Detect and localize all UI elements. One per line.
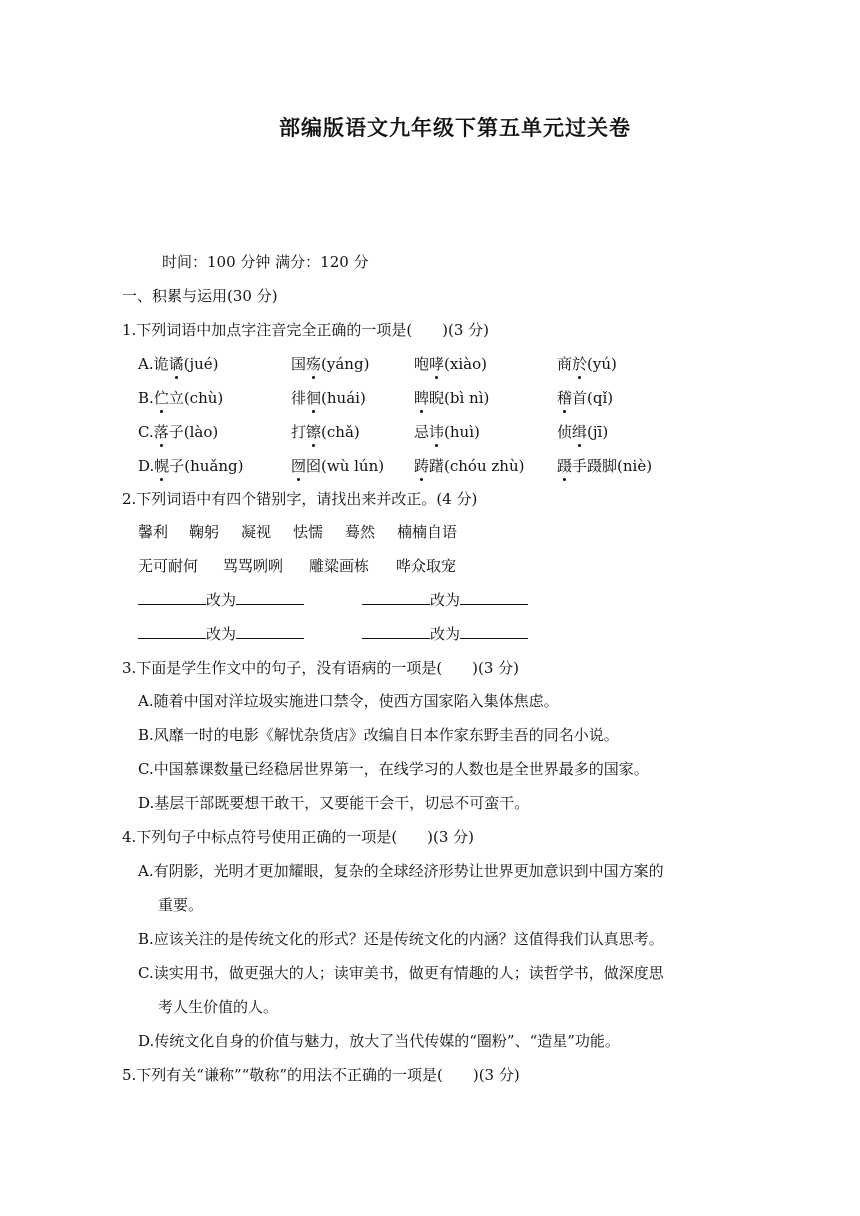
option-b: B.风靡一时的电影《解忧杂货店》改编自日本作家东野圭吾的同名小说。 <box>138 726 619 744</box>
option-d: D.传统文化自身的价值与魅力，放大了当代传媒的“圈粉”、“造星”功能。 <box>138 1032 620 1050</box>
option-item: 侦缉(jī) <box>557 423 609 441</box>
emphasis-dot-char: 伫 <box>153 389 169 407</box>
section-heading: 一、积累与运用(30 分) <box>122 287 278 305</box>
emphasis-dot-char: 缉 <box>572 423 588 441</box>
option-item: 徘徊(huái) <box>291 389 366 407</box>
correction-line: 改为 <box>138 624 304 644</box>
question-3-stem: 3.下面是学生作文中的句子，没有语病的一项是( )(3 分) <box>122 659 520 677</box>
word-item: 哗众取宠 <box>396 557 457 575</box>
option-item: 稽首(qǐ) <box>557 389 614 407</box>
option-item: 忌讳(huì) <box>414 423 480 441</box>
emphasis-dot-char: 蹑 <box>557 457 573 475</box>
option-c: C.读实用书，做更强大的人；读审美书，做更有情趣的人；读哲学书，做深度思 <box>138 964 664 982</box>
answer-blank[interactable] <box>236 624 304 639</box>
answer-blank[interactable] <box>460 590 528 605</box>
emphasis-dot-char: 落 <box>153 423 169 441</box>
option-item: 蹑手蹑脚(niè) <box>557 457 653 475</box>
question-4-stem: 4.下列句子中标点符号使用正确的一项是( )(3 分) <box>122 828 475 846</box>
option-d: D.基层干部既要想干敢干，又要能干会干，切忌不可蛮干。 <box>138 794 530 812</box>
option-item: 咆哮(xiào) <box>414 355 487 373</box>
answer-blank[interactable] <box>460 624 528 639</box>
correction-line: 改为 <box>362 624 528 644</box>
emphasis-dot-char: 睥 <box>414 389 430 407</box>
word-item: 蓦然 <box>345 523 376 541</box>
page-title: 部编版语文九年级下第五单元过关卷 <box>279 116 631 140</box>
option-a: A.随着中国对洋垃圾实施进口禁令，使西方国家陷入集体焦虑。 <box>138 692 559 710</box>
answer-blank[interactable] <box>138 590 206 605</box>
word-item: 凝视 <box>241 523 272 541</box>
emphasis-dot-char: 哮 <box>429 355 445 373</box>
option-c-continued: 考人生价值的人。 <box>158 998 279 1016</box>
word-item: 馨利 <box>138 523 169 541</box>
emphasis-dot-char: 稽 <box>557 389 573 407</box>
option-item: A.诡谲(jué) <box>138 355 219 373</box>
option-item: 打镲(chǎ) <box>291 423 360 441</box>
emphasis-dot-char: 谲 <box>168 355 184 373</box>
exam-meta: 时间：100 分钟 满分：120 分 <box>162 253 369 271</box>
emphasis-dot-char: 幌 <box>154 457 170 475</box>
option-item: 国殇(yáng) <box>291 355 370 373</box>
option-item: D.幌子(huǎng) <box>138 457 244 475</box>
word-item: 鞠躬 <box>189 523 220 541</box>
emphasis-dot-char: 囫 <box>291 457 307 475</box>
question-5-stem: 5.下列有关“谦称”“敬称”的用法不正确的一项是( )(3 分) <box>122 1066 520 1084</box>
correction-line: 改为 <box>138 590 304 610</box>
option-a: A.有阴影，光明才更加耀眼，复杂的全球经济形势让世界更加意识到中国方案的 <box>138 862 664 880</box>
option-c: C.中国慕课数量已经稳居世界第一，在线学习的人数也是全世界最多的国家。 <box>138 760 649 778</box>
word-item: 怯懦 <box>293 523 324 541</box>
emphasis-dot-char: 讳 <box>429 423 445 441</box>
option-item: 囫囵(wù lún) <box>291 457 385 475</box>
option-a-continued: 重要。 <box>158 896 204 914</box>
emphasis-dot-char: 徊 <box>306 389 322 407</box>
option-item: C.落子(lào) <box>138 423 219 441</box>
emphasis-dot-char: 於 <box>572 355 588 373</box>
option-item: 踌躇(chóu zhù) <box>414 457 525 475</box>
answer-blank[interactable] <box>362 590 430 605</box>
option-item: 睥睨(bì nì) <box>414 389 490 407</box>
word-item: 无可耐何 <box>138 557 199 575</box>
option-b: B.应该关注的是传统文化的形式？还是传统文化的内涵？这值得我们认真思考。 <box>138 930 664 948</box>
answer-blank[interactable] <box>138 624 206 639</box>
emphasis-dot-char: 踌 <box>414 457 430 475</box>
word-item: 楠楠自语 <box>397 523 458 541</box>
answer-blank[interactable] <box>362 624 430 639</box>
correction-line: 改为 <box>362 590 528 610</box>
question-1-stem: 1.下列词语中加点字注音完全正确的一项是( )(3 分) <box>122 321 490 339</box>
option-item: B.伫立(chù) <box>138 389 224 407</box>
word-item: 雕粱画栋 <box>309 557 370 575</box>
option-item: 商於(yú) <box>557 355 617 373</box>
answer-blank[interactable] <box>236 590 304 605</box>
word-item: 骂骂咧咧 <box>223 557 284 575</box>
question-2-stem: 2.下列词语中有四个错别字，请找出来并改正。(4 分) <box>122 490 478 508</box>
emphasis-dot-char: 殇 <box>306 355 322 373</box>
emphasis-dot-char: 镲 <box>306 423 322 441</box>
